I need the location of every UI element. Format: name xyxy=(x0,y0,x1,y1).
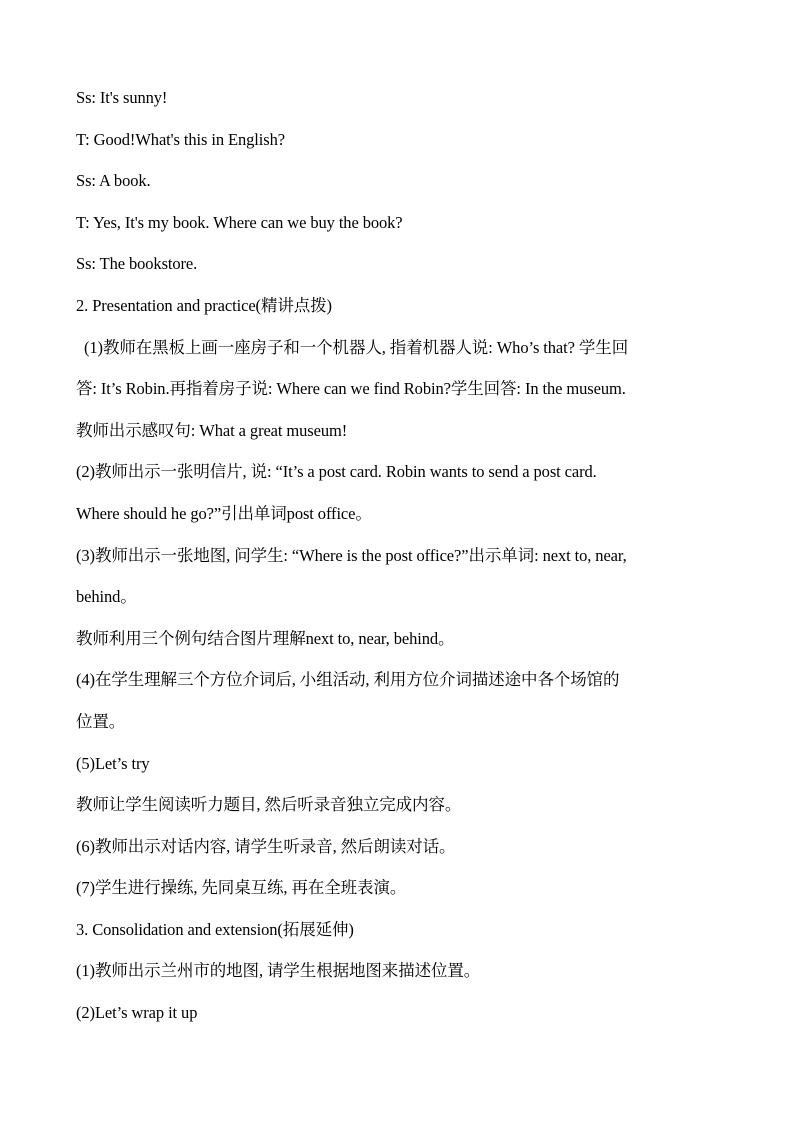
dialogue-line-t-what: T: Good!What's this in English? xyxy=(76,129,285,149)
paragraph-line: (2)教师出示一张明信片, 说: “It’s a post card. Robin wants to send a post card. xyxy=(76,462,597,482)
paragraph-line: 教师出示感叹句: What a great museum! xyxy=(76,420,348,440)
dialogue-line-t-buy: T: Yes, It's my book. Where can we buy the book? xyxy=(76,212,403,232)
dialogue-line-ss-bookstore: Ss: The bookstore. xyxy=(76,254,198,274)
dialogue-line-ss-sunny: Ss: It's sunny! xyxy=(76,88,168,107)
paragraph-line: (7)学生进行操练, 先同桌互练, 再在全班表演。 xyxy=(76,878,407,898)
paragraph-line: 位置。 xyxy=(76,711,126,731)
paragraph-line: (1)教师出示兰州市的地图, 请学生根据地图来描述位置。 xyxy=(76,961,481,981)
paragraph-line: 教师利用三个例句结合图片理解next to, near, behind。 xyxy=(76,628,455,648)
paragraph-line: (6)教师出示对话内容, 请学生听录音, 然后朗读对话。 xyxy=(76,836,456,856)
paragraph-line: (1)教师在黑板上画一座房子和一个机器人, 指着机器人说: Who’s that? 学生回 xyxy=(84,337,629,357)
paragraph-line: (2)Let’s wrap it up xyxy=(76,1003,198,1023)
paragraph-line: (4)在学生理解三个方位介词后, 小组活动, 利用方位介词描述途中各个场馆的 xyxy=(76,670,620,690)
section-heading-consolidation: 3. Consolidation and extension(拓展延伸) xyxy=(76,919,354,939)
paragraph-line: 教师让学生阅读听力题目, 然后听录音独立完成内容。 xyxy=(76,795,462,815)
paragraph-line: (3)教师出示一张地图, 问学生: “Where is the post office?”出示单词: next to, near, xyxy=(76,545,627,565)
paragraph-line: behind。 xyxy=(76,587,137,607)
document-body xyxy=(76,86,726,1043)
paragraph-line: Where should he go?”引出单词post office。 xyxy=(76,503,372,523)
paragraph-line: (5)Let’s try xyxy=(76,753,150,773)
paragraph-line: 答: It’s Robin.再指着房子说: Where can we find Robin?学生回答: In the museum. xyxy=(76,379,626,399)
section-heading-presentation: 2. Presentation and practice(精讲点拨) xyxy=(76,295,332,315)
dialogue-line-ss-book: Ss: A book. xyxy=(76,171,151,191)
